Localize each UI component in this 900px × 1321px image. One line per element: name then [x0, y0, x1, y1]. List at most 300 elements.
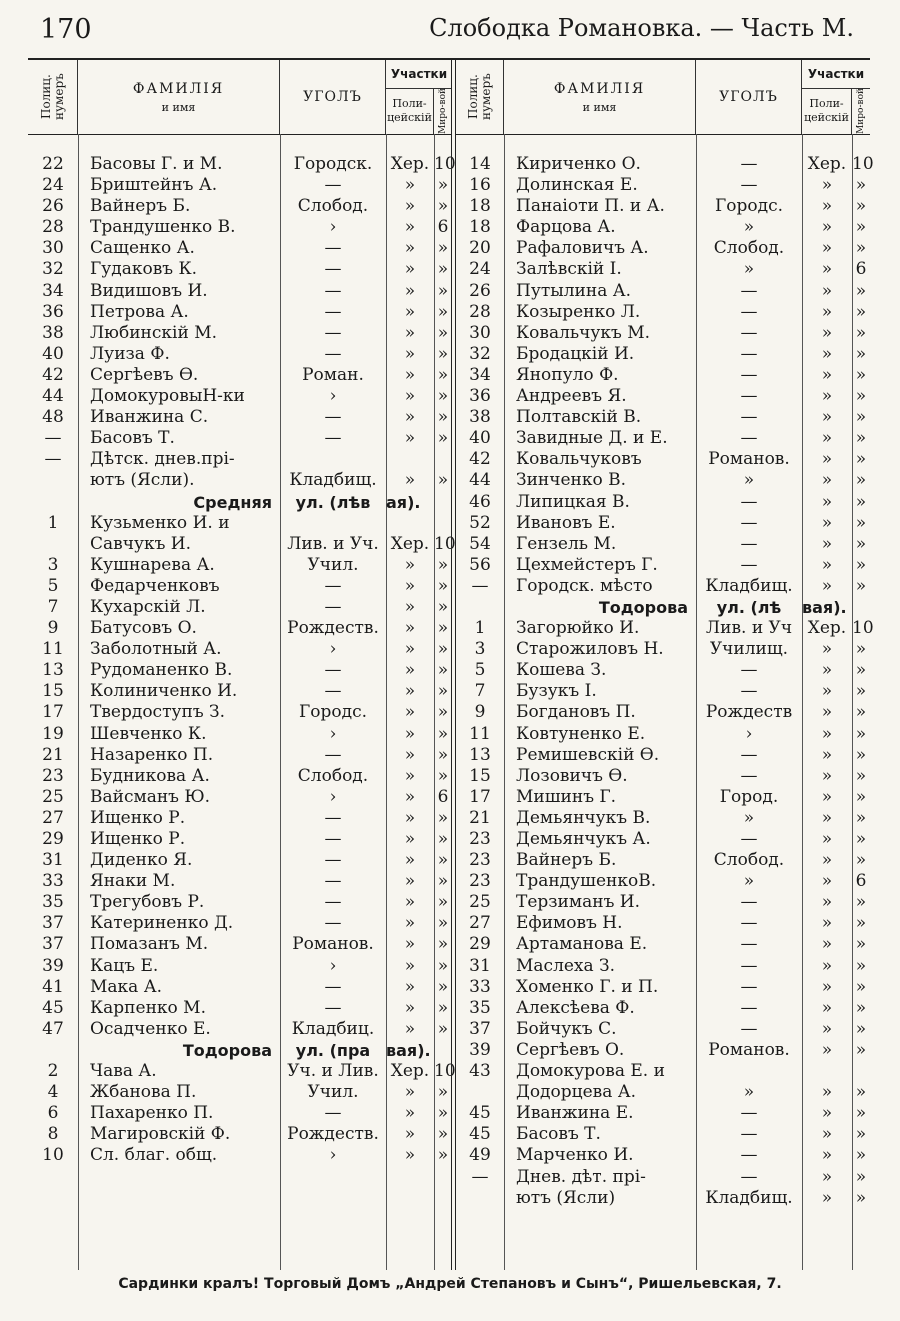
- cell-uch: »: [404, 660, 416, 681]
- cell-ugol: Рождеств.: [287, 1124, 379, 1145]
- cell-name: Гудаковъ К.: [90, 259, 198, 280]
- cell-name: ТрандушенкоВ.: [516, 871, 657, 892]
- cell-name: Городск. мѣсто: [516, 575, 653, 596]
- table-row: [28, 238, 452, 259]
- cell-ugol: Слобод.: [297, 765, 369, 786]
- cell-name: Иванжина Е.: [516, 1103, 634, 1124]
- cell-uch: »: [821, 681, 833, 702]
- table-row: [456, 913, 870, 934]
- table-row: [28, 576, 452, 597]
- cell-ugol: —: [740, 343, 758, 364]
- table-row: [456, 660, 870, 681]
- cell-mir: 6: [437, 786, 449, 807]
- table-row: [28, 344, 452, 365]
- cell-name: Кацъ Е.: [90, 955, 159, 976]
- cell-uch: »: [821, 1166, 833, 1187]
- cell-num: 22: [42, 154, 64, 174]
- cell-uch: »: [821, 575, 833, 596]
- cell-name: Лозовичъ Ѳ.: [516, 765, 628, 786]
- cell-name: Додорцева А.: [516, 1082, 637, 1103]
- table-row: [28, 1082, 452, 1103]
- cell-mir: »: [855, 723, 867, 744]
- cell-uch: »: [404, 175, 416, 196]
- cell-uch: »: [404, 786, 416, 807]
- cell-name: Трегубовъ Р.: [90, 892, 205, 913]
- cell-mir: »: [855, 428, 867, 449]
- cell-num: 14: [469, 154, 491, 174]
- cell-name: Рафаловичъ А.: [516, 238, 649, 259]
- header-pol: Поли-цейскій: [386, 88, 434, 134]
- cell-mir: »: [437, 829, 449, 849]
- cell-name: Маслеха З.: [516, 955, 616, 976]
- cell-name: Рудоманенко В.: [90, 660, 233, 681]
- table-row: [456, 1167, 870, 1188]
- cell-uch: »: [821, 1187, 833, 1208]
- table-row: [456, 323, 870, 344]
- cell-name: Старожиловъ Н.: [516, 639, 664, 660]
- table-row: [28, 702, 452, 723]
- cell-name: Полтавскій В.: [516, 407, 642, 428]
- cell-mir: »: [855, 892, 867, 913]
- cell-name: Богдановъ П.: [516, 702, 636, 723]
- cell-mir: [434, 513, 452, 534]
- cell-ugol: Слобод.: [713, 238, 785, 259]
- cell-uch: »: [821, 1039, 833, 1060]
- cell-ugol: —: [740, 829, 758, 849]
- cell-ugol: Учил.: [307, 1082, 359, 1103]
- cell-ugol: —: [324, 976, 342, 997]
- cell-num: 35: [469, 997, 491, 1018]
- cell-num: 3: [474, 639, 486, 660]
- table-row: [456, 428, 870, 449]
- cell-num: 11: [42, 639, 64, 660]
- cell-mir: »: [437, 322, 449, 343]
- cell-mir: 6: [855, 871, 867, 892]
- cell-ugol: —: [740, 554, 758, 575]
- cell-num: 10: [42, 1145, 64, 1166]
- cell-ugol: Лив. и Уч.: [287, 533, 379, 554]
- cell-name: Пахаренко П.: [90, 1103, 214, 1124]
- cell-uch: »: [821, 807, 833, 828]
- cell-num: 21: [42, 744, 64, 765]
- table-row: [28, 808, 452, 829]
- right-column: [456, 60, 874, 1270]
- cell-name: Янопуло Ф.: [516, 364, 619, 385]
- cell-name: Диденко Я.: [90, 850, 193, 871]
- cell-ugol: —: [740, 1124, 758, 1145]
- cell-uch: вая).: [386, 1040, 431, 1060]
- cell-name: Карпенко М.: [90, 997, 206, 1018]
- cell-num: 49: [469, 1145, 491, 1166]
- cell-mir: »: [437, 618, 449, 639]
- cell-name: Вайнеръ Б.: [90, 196, 191, 217]
- cell-num: 29: [42, 829, 64, 849]
- table-row: [456, 365, 870, 386]
- cell-name: Кухарскій Л.: [90, 596, 206, 617]
- directory-table: [28, 58, 874, 1270]
- cell-uch: »: [404, 1103, 416, 1124]
- cell-uch: »: [821, 1082, 833, 1103]
- cell-uch: Хер.: [807, 618, 847, 639]
- page-number: 170: [40, 14, 92, 45]
- cell-uch: »: [404, 976, 416, 997]
- cell-ugol: —: [324, 829, 342, 849]
- table-row: [28, 428, 452, 449]
- table-row: [456, 217, 870, 238]
- cell-name: Дѣтск. днев.прі-: [90, 449, 235, 470]
- table-row: [28, 365, 452, 386]
- table-row: [456, 618, 874, 639]
- cell-ugol: —: [740, 301, 758, 322]
- cell-mir: »: [437, 1124, 449, 1145]
- cell-ugol: ул. (лѣв: [295, 492, 371, 512]
- cell-num: —: [471, 575, 489, 596]
- cell-ugol: —: [740, 744, 758, 765]
- cell-name: Кошева З.: [516, 660, 607, 681]
- cell-ugol: —: [740, 934, 758, 955]
- cell-num: 41: [42, 976, 64, 997]
- cell-uch: »: [821, 702, 833, 723]
- cell-name: Вайсманъ Ю.: [90, 786, 211, 807]
- table-row: [456, 1019, 870, 1040]
- table-row: [28, 175, 452, 196]
- cell-num: 17: [469, 786, 491, 807]
- cell-name: Демьянчукъ А.: [516, 829, 651, 849]
- cell-name: Луиза Ф.: [90, 343, 170, 364]
- cell-ugol: —: [740, 491, 758, 512]
- cell-uch: »: [821, 744, 833, 765]
- table-row: [456, 681, 870, 702]
- cell-uch: »: [821, 449, 833, 470]
- cell-mir: »: [437, 1082, 449, 1103]
- cell-num: 7: [474, 681, 486, 702]
- cell-mir: 10: [852, 154, 874, 174]
- cell-num: 4: [47, 1082, 59, 1103]
- cell-ugol: Городс.: [299, 702, 367, 723]
- cell-num: 20: [469, 238, 491, 259]
- header-mir: Миро-вой: [438, 88, 448, 134]
- cell-name: Сергѣевъ О.: [516, 1039, 625, 1060]
- cell-mir: »: [437, 301, 449, 322]
- table-row: [28, 1061, 456, 1082]
- table-row: [28, 829, 452, 850]
- cell-mir: »: [437, 575, 449, 596]
- cell-num: 36: [42, 301, 64, 322]
- table-row: [28, 597, 452, 618]
- cell-name: Артаманова Е.: [516, 934, 648, 955]
- cell-uch: ая).: [386, 492, 421, 512]
- left-rows: [28, 154, 456, 1167]
- cell-num: 45: [469, 1124, 491, 1145]
- cell-mir: »: [437, 259, 449, 280]
- footer-advertisement: Сардинки кралъ! Торговый Домъ „Андрей Степановъ и Сынъ“, Ришельевская, 7.: [118, 1276, 782, 1292]
- cell-name: Савчукъ И.: [90, 533, 192, 554]
- cell-mir: 10: [852, 618, 874, 639]
- table-row: [28, 724, 452, 745]
- cell-name: Демьянчукъ В.: [516, 807, 651, 828]
- table-row: [456, 386, 870, 407]
- cell-name: Цехмейстеръ Г.: [516, 554, 658, 575]
- right-table-header: [456, 60, 870, 135]
- cell-num: 31: [469, 955, 491, 976]
- cell-ugol: ›: [329, 955, 337, 976]
- cell-mir: »: [855, 807, 867, 828]
- cell-num: 44: [469, 470, 491, 491]
- cell-num: 47: [42, 1018, 64, 1039]
- table-row: [456, 1124, 870, 1145]
- cell-name: Бойчукъ С.: [516, 1018, 617, 1039]
- table-row: [28, 323, 452, 344]
- cell-name: Сащенко А.: [90, 238, 195, 259]
- cell-mir: »: [437, 364, 449, 385]
- cell-uch: »: [821, 386, 833, 407]
- cell-mir: »: [437, 871, 449, 892]
- cell-num: 13: [469, 744, 491, 765]
- table-row: [456, 175, 870, 196]
- cell-mir: »: [855, 1082, 867, 1103]
- cell-num: [456, 1188, 504, 1209]
- cell-ugol: »: [743, 1082, 755, 1103]
- cell-num: 33: [42, 871, 64, 892]
- cell-num: 7: [47, 596, 59, 617]
- table-row: [28, 196, 452, 217]
- cell-num: 25: [42, 786, 64, 807]
- cell-mir: »: [437, 681, 449, 702]
- cell-ugol: —: [740, 913, 758, 934]
- table-row: [456, 702, 870, 723]
- table-row: [456, 745, 870, 766]
- cell-uch: »: [821, 470, 833, 491]
- table-row: [28, 1145, 452, 1166]
- cell-mir: »: [855, 934, 867, 955]
- cell-name: Андреевъ Я.: [516, 386, 627, 407]
- cell-mir: »: [855, 997, 867, 1018]
- table-row: [28, 470, 452, 491]
- cell-num: 6: [47, 1103, 59, 1124]
- cell-uch: »: [404, 997, 416, 1018]
- cell-name: Панаіоти П. и А.: [516, 196, 665, 217]
- cell-ugol: Слобод.: [713, 850, 785, 871]
- cell-ugol: —: [740, 1166, 758, 1187]
- cell-uch: »: [821, 259, 833, 280]
- cell-uch: [386, 513, 434, 534]
- cell-uch: »: [821, 723, 833, 744]
- cell-mir: »: [437, 407, 449, 428]
- cell-uch: »: [821, 639, 833, 660]
- cell-num: 13: [42, 660, 64, 681]
- cell-num: 56: [469, 554, 491, 575]
- cell-num: —: [44, 449, 62, 470]
- cell-mir: 10: [434, 533, 456, 554]
- cell-ugol: —: [740, 955, 758, 976]
- cell-ugol: —: [324, 997, 342, 1018]
- cell-num: 37: [469, 1018, 491, 1039]
- cell-ugol: —: [324, 428, 342, 449]
- cell-name: Тодорова: [598, 597, 688, 617]
- cell-ugol: —: [324, 301, 342, 322]
- table-row: [28, 934, 452, 955]
- cell-name: Помазанъ М.: [90, 934, 209, 955]
- table-row: [456, 1082, 870, 1103]
- cell-uch: Хер.: [390, 533, 430, 554]
- cell-name: Катериненко Д.: [90, 913, 234, 934]
- table-row: [28, 154, 456, 175]
- cell-mir: »: [855, 660, 867, 681]
- table-row: [28, 913, 452, 934]
- cell-num: 31: [42, 850, 64, 871]
- cell-mir: »: [437, 997, 449, 1018]
- cell-uch: »: [821, 1145, 833, 1166]
- cell-name: Колиниченко И.: [90, 681, 238, 702]
- cell-ugol: Рождеств: [705, 702, 793, 723]
- cell-num: 40: [469, 428, 491, 449]
- cell-num: 5: [47, 575, 59, 596]
- cell-ugol: —: [740, 997, 758, 1018]
- cell-name: Видишовъ И.: [90, 280, 208, 301]
- cell-name: Бриштейнъ А.: [90, 175, 218, 196]
- cell-mir: »: [437, 238, 449, 259]
- cell-mir: [852, 1061, 870, 1082]
- cell-ugol: —: [740, 892, 758, 913]
- cell-ugol: Лив. и Уч: [705, 618, 793, 639]
- cell-ugol: »: [743, 470, 755, 491]
- cell-uch: »: [404, 702, 416, 723]
- table-row: [456, 977, 870, 998]
- cell-name: Тодорова: [182, 1040, 272, 1060]
- cell-mir: »: [855, 976, 867, 997]
- cell-num: 1: [474, 618, 486, 639]
- cell-uch: »: [404, 301, 416, 322]
- cell-ugol: [696, 1061, 802, 1082]
- cell-ugol: —: [324, 744, 342, 765]
- cell-name: Басовы Г. и М.: [90, 154, 223, 174]
- cell-num: 17: [42, 702, 64, 723]
- cell-num: 16: [469, 175, 491, 196]
- cell-name: Хоменко Г. и П.: [516, 976, 659, 997]
- cell-mir: »: [437, 807, 449, 828]
- table-row: [456, 492, 870, 513]
- header-fam: ФАМИЛІЯ и имя: [504, 60, 696, 134]
- table-row: [456, 871, 870, 892]
- cell-name: Бузукъ І.: [516, 681, 597, 702]
- cell-name: Сл. благ. общ.: [90, 1145, 218, 1166]
- cell-uch: »: [821, 533, 833, 554]
- cell-uch: вая).: [802, 597, 847, 617]
- cell-mir: »: [855, 554, 867, 575]
- cell-ugol: —: [324, 913, 342, 934]
- table-row: [28, 787, 452, 808]
- cell-uch: »: [821, 955, 833, 976]
- page-header: [0, 0, 900, 58]
- cell-name: Любинскій М.: [90, 322, 218, 343]
- cell-num: 32: [469, 343, 491, 364]
- cell-num: 27: [42, 807, 64, 828]
- cell-ugol: Кладбищ.: [289, 470, 377, 491]
- cell-uch: »: [821, 407, 833, 428]
- cell-uch: »: [404, 618, 416, 639]
- cell-mir: »: [437, 955, 449, 976]
- table-row: [28, 660, 452, 681]
- cell-num: 54: [469, 533, 491, 554]
- cell-uch: »: [821, 322, 833, 343]
- cell-uch: Хер.: [390, 1061, 430, 1082]
- cell-mir: »: [437, 196, 449, 217]
- cell-ugol: —: [740, 428, 758, 449]
- cell-num: 19: [42, 723, 64, 744]
- cell-mir: »: [437, 386, 449, 407]
- cell-name: Днев. дѣт. прі-: [516, 1166, 646, 1187]
- cell-name: Ковальчукъ М.: [516, 322, 651, 343]
- table-row: [456, 829, 870, 850]
- cell-ugol: —: [324, 892, 342, 913]
- cell-uch: »: [404, 364, 416, 385]
- cell-mir: »: [437, 554, 449, 575]
- cell-num: [28, 534, 78, 555]
- cell-ugol: ул. (лѣ: [716, 597, 782, 617]
- cell-mir: »: [855, 280, 867, 301]
- cell-uch: »: [404, 871, 416, 892]
- table-row: [456, 934, 870, 955]
- cell-num: 24: [469, 259, 491, 280]
- cell-mir: 6: [437, 217, 449, 238]
- cell-ugol: »: [743, 217, 755, 238]
- cell-mir: »: [437, 343, 449, 364]
- cell-num: 48: [42, 407, 64, 428]
- section-heading-row: [28, 1040, 452, 1061]
- cell-mir: 6: [855, 259, 867, 280]
- cell-num: 28: [469, 301, 491, 322]
- cell-ugol: —: [740, 1018, 758, 1039]
- cell-mir: »: [855, 575, 867, 596]
- cell-mir: »: [437, 744, 449, 765]
- cell-mir: »: [855, 744, 867, 765]
- cell-name: Басовъ Т.: [516, 1124, 601, 1145]
- table-row: [456, 998, 870, 1019]
- cell-uch: »: [404, 196, 416, 217]
- cell-mir: »: [855, 343, 867, 364]
- cell-uch: »: [404, 322, 416, 343]
- cell-name: Будникова А.: [90, 765, 210, 786]
- cell-name: Вайнеръ Б.: [516, 850, 617, 871]
- cell-mir: 10: [434, 1061, 456, 1082]
- table-row: [28, 892, 452, 913]
- table-row: [456, 555, 870, 576]
- table-row: [28, 956, 452, 977]
- table-row: [28, 745, 452, 766]
- cell-num: 15: [469, 765, 491, 786]
- cell-mir: »: [855, 238, 867, 259]
- cell-mir: »: [437, 892, 449, 913]
- cell-uch: »: [821, 512, 833, 533]
- cell-num: 15: [42, 681, 64, 702]
- cell-mir: »: [855, 1124, 867, 1145]
- cell-num: 27: [469, 913, 491, 934]
- cell-ugol: —: [324, 280, 342, 301]
- cell-mir: »: [437, 723, 449, 744]
- cell-uch: [802, 1061, 852, 1082]
- cell-name: Гензель М.: [516, 533, 617, 554]
- cell-ugol: Романов.: [708, 1039, 790, 1060]
- cell-name: Домокурова Е. и: [516, 1061, 665, 1082]
- cell-mir: »: [437, 913, 449, 934]
- table-row: [456, 639, 870, 660]
- cell-ugol: —: [324, 575, 342, 596]
- cell-name: Кушнарева А.: [90, 554, 215, 575]
- cell-uch: »: [404, 259, 416, 280]
- table-row: [28, 998, 452, 1019]
- cell-num: 34: [42, 280, 64, 301]
- running-title: Слободка Романовка. — Часть М.: [429, 14, 854, 42]
